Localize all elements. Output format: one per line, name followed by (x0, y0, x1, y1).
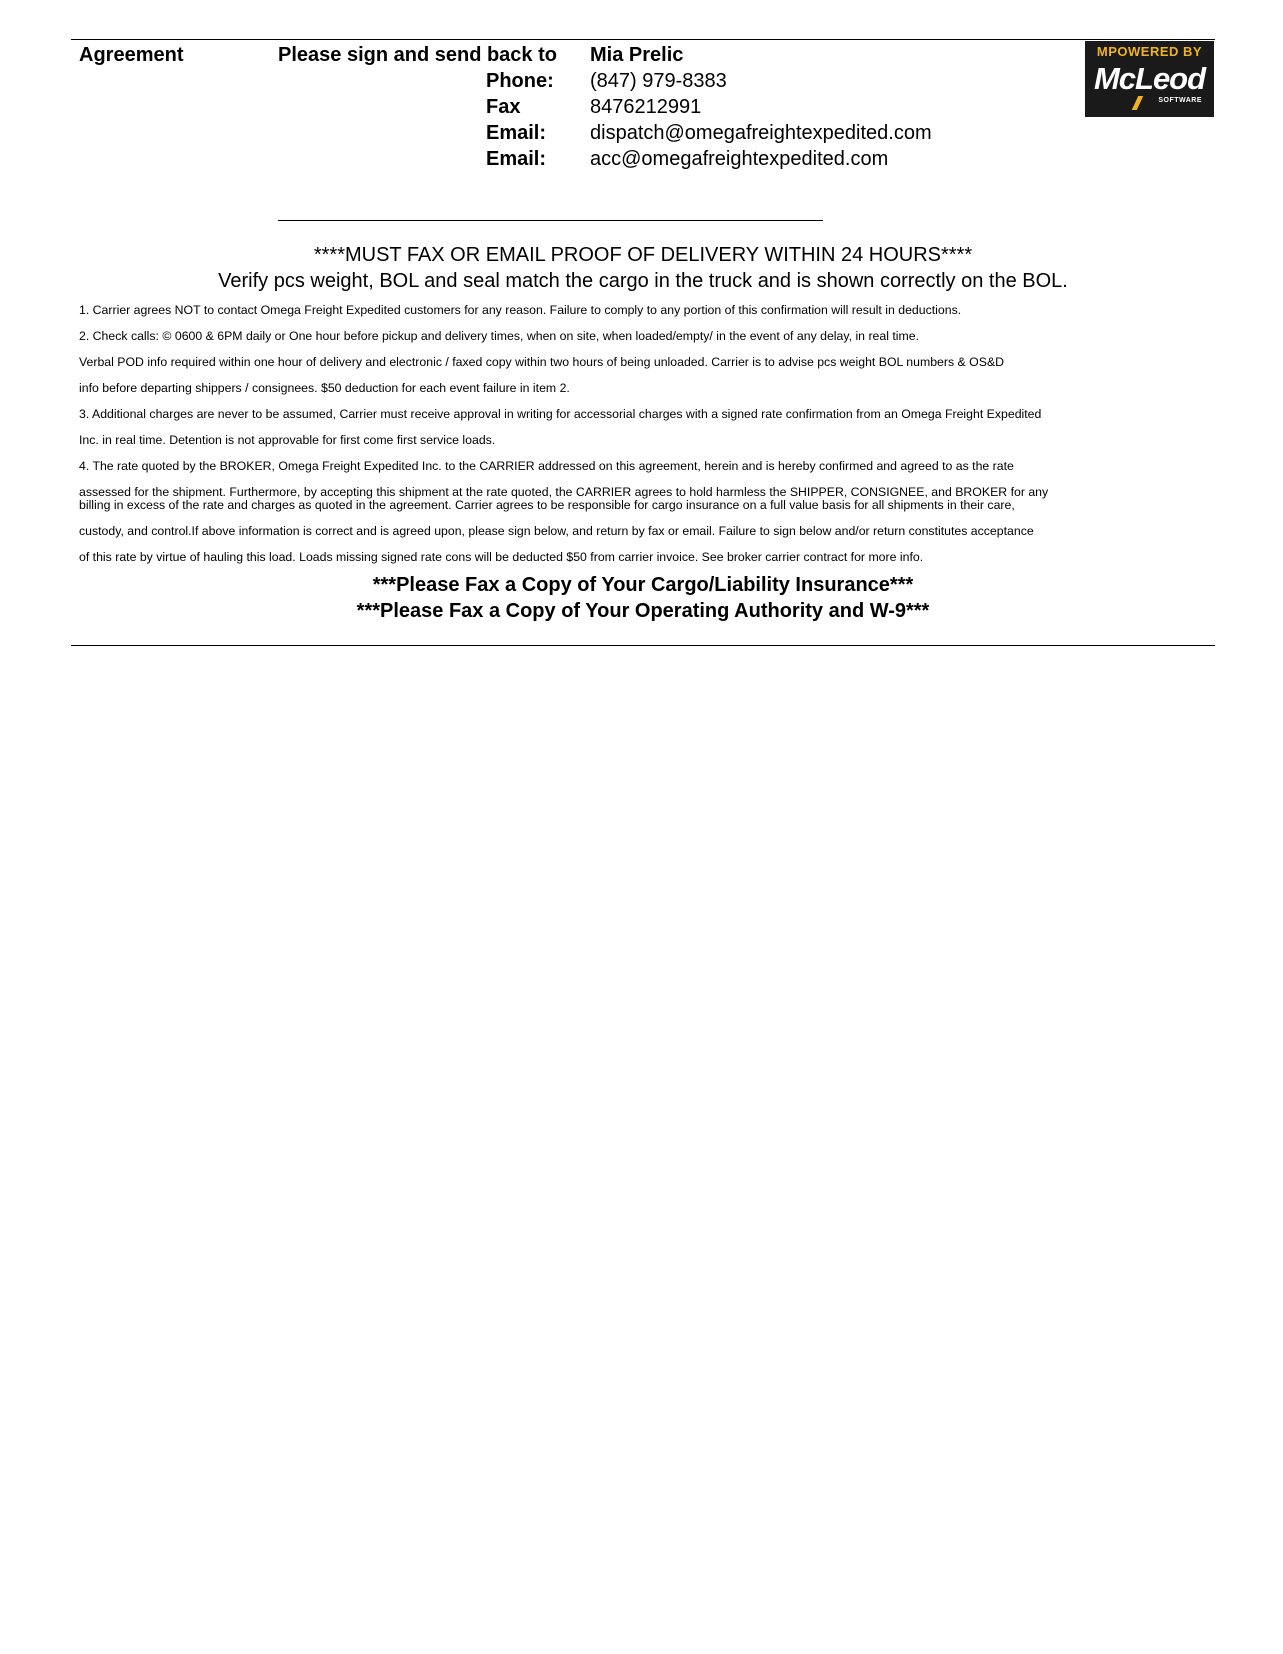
fax-value: 8476212991 (590, 96, 702, 118)
term-line: info before departing shippers / consignees. $50 deduction for each event failure in item 2. (79, 381, 570, 395)
mcleod-logo (1085, 41, 1214, 117)
pod-notice: ****MUST FAX OR EMAIL PROOF OF DELIVERY WITHIN 24 HOURS**** (313, 244, 973, 266)
term-line: Inc. in real time. Detention is not approvable for first come first service loads. (79, 433, 496, 447)
logo-software: SOFTWARE (1158, 97, 1202, 104)
terms-list (79, 304, 1199, 564)
term-line: Verbal POD info required within one hour of delivery and electronic / faxed copy within two hours of being unloaded. Carrier is to advise pcs weight BOL numbers & OS&D (79, 355, 1005, 369)
bottom-rule (71, 645, 1215, 646)
term-line: 3. Additional charges are never to be assumed, Carrier must receive approval in writing for accessorial charges with a signed rate confirmation from an Omega Freight Expedited (79, 407, 1042, 421)
term-line: assessed for the shipment. Furthermore, by accepting this shipment at the rate quoted, the CARRIER agrees to hold harmless the SHIPPER, CONSIGNEE, and BROKER for any (79, 485, 1049, 499)
logo-brand: McLeod (1093, 61, 1206, 96)
term-line: custody, and control.If above information is correct and is agreed upon, please sign below, and return by fax or email. Failure to sign below and/or return constitutes acceptance (79, 524, 1034, 538)
term-line: of this rate by virtue of hauling this load. Loads missing signed rate cons will be deducted $50 from carrier invoice. See broker carrier contract for more info. (79, 550, 924, 564)
top-rule (71, 39, 1215, 40)
email-label-accounting: Email: (486, 148, 547, 170)
email-label-dispatch: Email: (486, 122, 547, 144)
phone-label: Phone: (486, 70, 554, 92)
insurance-notice: ***Please Fax a Copy of Your Cargo/Liability Insurance*** (372, 574, 914, 596)
email-dispatch[interactable]: dispatch@omegafreightexpedited.com (590, 122, 932, 144)
email-accounting[interactable]: acc@omegafreightexpedited.com (590, 148, 889, 170)
logo-slash-mark (1132, 96, 1144, 110)
term-line: 2. Check calls: © 0600 & 6PM daily or One hour before pickup and delivery times, when on site, when loaded/empty/ in the event of any delay, in real time. (79, 329, 920, 343)
contact-name: Mia Prelic (590, 44, 684, 66)
term-line: 4. The rate quoted by the BROKER, Omega Freight Expedited Inc. to the CARRIER addressed on this agreement, herein and is hereby confirmed and agreed to as the rate (79, 459, 1014, 473)
logo-powered-by: MPOWERED BY (1096, 44, 1203, 59)
verify-notice: Verify pcs weight, BOL and seal match the cargo in the truck and is shown correctly on the BOL. (218, 270, 1068, 292)
fax-label: Fax (486, 96, 521, 118)
term-line: billing in excess of the rate and charges as quoted in the agreement. Carrier agrees to be responsible for cargo insurance on a full value basis for all shipments in their care, (79, 498, 1015, 512)
send-back-label: Please sign and send back to (278, 44, 557, 66)
agreement-label: Agreement (79, 44, 184, 66)
authority-notice: ***Please Fax a Copy of Your Operating Authority and W-9*** (356, 600, 930, 622)
signature-line[interactable] (278, 220, 823, 221)
phone-value: (847) 979-8383 (590, 70, 727, 92)
term-line: 1. Carrier agrees NOT to contact Omega Freight Expedited customers for any reason. Failure to comply to any portion of this confirmation will result in deductions. (79, 303, 962, 317)
